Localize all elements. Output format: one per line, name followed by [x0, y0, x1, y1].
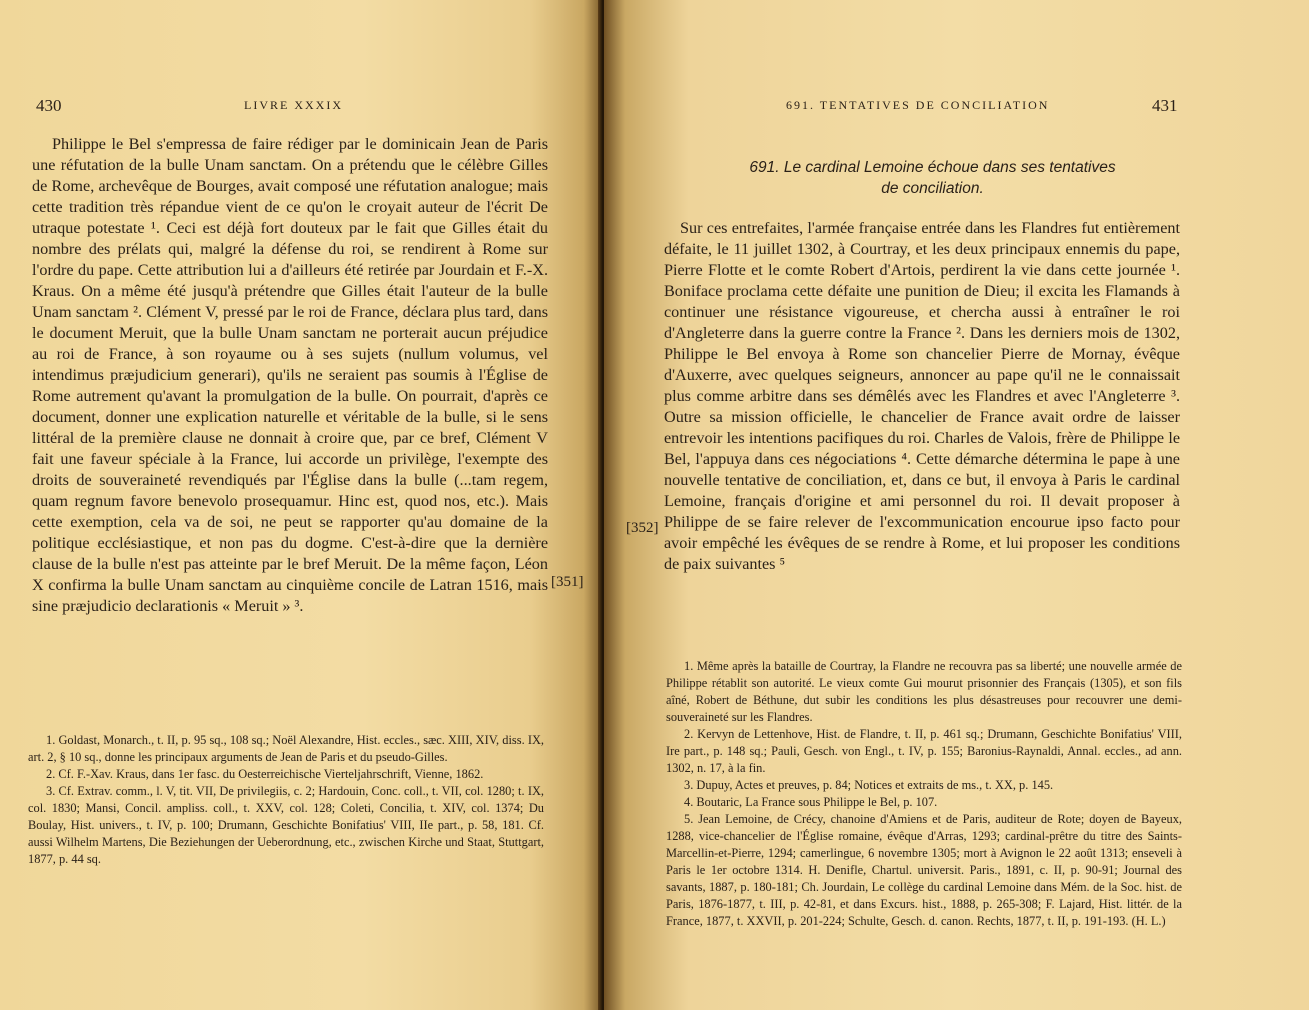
right-footnote: 2. Kervyn de Lettenhove, Hist. de Flandre, t. II, p. 461 sq.; Drumann, Geschichte Bonifatius' VIII, Ire part., p. 148 sq.; Pauli, Gesch. von Engl., t. IV, p. 155; Baronius-Raynaldi, Annal. eccles., ad ann. 1302, n. 17, à la fin. [666, 727, 1182, 775]
section-title-line2: de conciliation. [881, 180, 984, 197]
right-footnote: 4. Boutaric, La France sous Philippe le Bel, p. 107. [684, 795, 938, 809]
right-footnote: 5. Jean Lemoine, de Crécy, chanoine d'Amiens et de Paris, auditeur de Rote; doyen de Bayeux, 1288, vice-chancelier de l'Église romaine, évêque d'Arras, 1293; cardinal-prêtre du titre des Saints-Marcellin-et-Pierre, 1294; camerlingue, 6 novembre 1305; mort à Avignon le 22 août 1313; enseveli à Paris le 1er octobre 1314. H. Denifle, Chartul. universit. Paris., 1891, c. II, p. 90-91; Journal des savants, 1887, p. 180-181; Ch. Jourdain, Le collège du cardinal Lemoine dans Mém. de la Soc. hist. de Paris, 1876-1877, t. III, p. 42-81, et dans Excurs. hist., 1888, p. 265-308; F. Lajard, Hist. littér. de la France, 1877, t. XXVII, p. 201-224; Schulte, Gesch. d. canon. Rechts, 1877, t. II, p. 191-193. (H. L.) [666, 812, 1182, 928]
right-page-number: 431 [1152, 96, 1178, 115]
section-title-line1: 691. Le cardinal Lemoine échoue dans ses tentatives [749, 159, 1116, 176]
right-footnote: 3. Dupuy, Actes et preuves, p. 84; Notices et extraits de ms., t. XX, p. 145. [684, 778, 1054, 792]
left-footnote: 2. Cf. F.-Xav. Kraus, dans 1er fasc. du Oesterreichische Vierteljahrschrift, Vienne, 1862. [46, 767, 484, 781]
left-body-text: Philippe le Bel s'empressa de faire rédiger par le dominicain Jean de Paris une réfutation de la bulle Unam sanctam. On a prétendu que le célèbre Gilles de Rome, archevêque de Bourges, avait composé une réfutation analogue; mais cette tradition très répandue vient de ce qu'on le croyait auteur de l'écrit De utraque potestate ¹. Ceci est déjà fort douteux par le fait que Gilles était du nombre des prélats qui, malgré la défense du roi, se rendirent à Rome sur l'ordre du pape. Cette attribution lui a d'ailleurs été retirée par Jourdain et F.-X. Kraus. On a même été jusqu'à prétendre que Gilles était l'auteur de la bulle Unam sanctam ². Clément V, pressé par le roi de France, déclara plus tard, dans le document Meruit, que la bulle Unam sanctam ne porterait aucun préjudice au roi de France, à son royaume ou à ses sujets (nullum volumus, vel intendimus præjudicium generari), qu'ils ne seraient pas soumis à l'Église de Rome autrement qu'avant la promulgation de la bulle. On pourrait, d'après ce document, donner une explication naturelle et véritable de la bulle, si le sens littéral de la première clause ne donnait à croire que, par ce bref, Clément V fait une faveur spéciale à la France, lui accorde un privilège, l'exempte des droits de souveraineté revendiqués par l'Église dans la bulle (...tam regem, quam regnum favore benevolo prosequamur. Hinc est, quod nos, etc.). Mais cette exemption, cela va de soi, ne peut se rapporter qu'au domaine de la politique ecclésiastique, et non pas du dogme. C'est-à-dire que la dernière clause de la bulle n'est pas atteinte par le bref Meruit. De la même façon, Léon X confirma la bulle Unam sanctam au cinquième concile de Latran 1516, mais sine præjudicio declarationis « Meruit » ³. [32, 135, 548, 615]
left-footnote: 1. Goldast, Monarch., t. II, p. 95 sq., 108 sq.; Noël Alexandre, Hist. eccles., sæc. XIII, XIV, diss. IX, art. 2, § 10 sq., donne les principaux arguments de Jean de Paris et du pseudo-Gilles. [28, 733, 544, 764]
left-margin-reference: [351] [551, 574, 584, 590]
left-footnotes [28, 732, 544, 868]
left-running-head: LIVRE XXXIX [244, 98, 343, 112]
right-running-head: 691. TENTATIVES DE CONCILIATION [786, 98, 1050, 112]
right-margin-reference: [352] [626, 520, 659, 536]
right-footnote: 1. Même après la bataille de Courtray, la Flandre ne recouvra pas sa liberté; une nouvelle armée de Philippe rétablit son autorité. Le vieux comte Gui mourut prisonnier des Français (1305), et son fils aîné, Robert de Béthune, dut subir les conditions les plus désastreuses pour recouvrer une demi-souveraineté sur les Flandres. [666, 659, 1182, 724]
left-footnote: 3. Cf. Extrav. comm., l. V, tit. VII, De privilegiis, c. 2; Hardouin, Conc. coll., t. VII, col. 1280; t. IX, col. 1830; Mansi, Concil. ampliss. coll., t. XXV, col. 128; Coleti, Concilia, t. XIV, col. 1374; Du Boulay, Hist. univers., t. IV, p. 100; Drumann, Geschichte Bonifatius' VIII, IIe part., p. 58, 181. Cf. aussi Wilhelm Martens, Die Beziehungen der Ueberordnung, etc., zwischen Kirche und Staat, Stuttgart, 1877, p. 44 sq. [28, 784, 544, 866]
left-page-number: 430 [36, 96, 62, 115]
right-body-text: Sur ces entrefaites, l'armée française entrée dans les Flandres fut entièrement défaite, le 11 juillet 1302, à Courtray, et les deux principaux ennemis du pape, Pierre Flotte et le comte Robert d'Artois, perdirent la vie dans cette journée ¹. Boniface proclama cette défaite une punition de Dieu; il excita les Flamands à continuer une résistance vigoureuse, et chercha aussi à entraîner le roi d'Angleterre dans la guerre contre la France ². Dans les derniers mois de 1302, Philippe le Bel envoya à Rome son chancelier Pierre de Mornay, évêque d'Auxerre, avec quelques seigneurs, annoncer au pape qu'il ne le connaissait plus comme arbitre dans ses démêlés avec les Flandres et avec l'Angleterre ³. Outre sa mission officielle, le chancelier de France avait ordre de laisser entrevoir les intentions pacifiques du roi. Charles de Valois, frère de Philippe le Bel, l'appuya dans ces négociations ⁴. Cette démarche détermina le pape à une nouvelle tentative de conciliation, et, dans ce but, il envoya à Paris le cardinal Lemoine, français d'origine et ami personnel du roi. Il devait proposer à Philippe de se faire relever de l'excommunication encourue ipso facto pour avoir empêché les évêques de se rendre à Rome, et lui proposer les conditions de paix suivantes ⁵ [664, 219, 1180, 573]
right-footnotes [666, 658, 1182, 930]
left-page [0, 0, 602, 1010]
section-title [660, 157, 1205, 199]
